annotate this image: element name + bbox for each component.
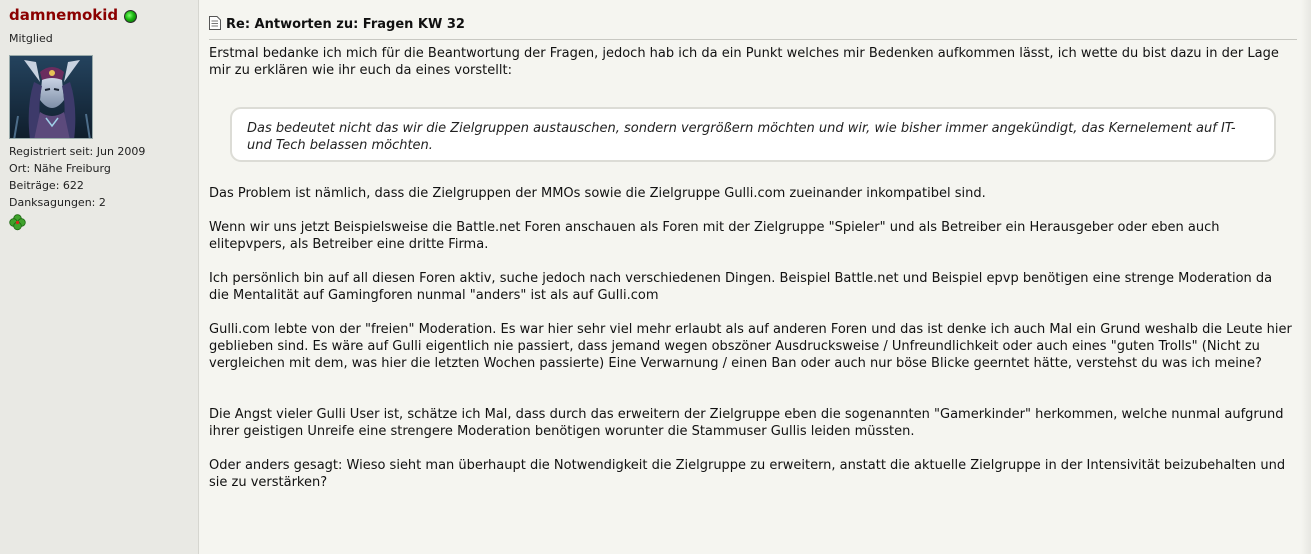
- post-paragraph: Das Problem ist nämlich, dass die Zielgruppen der MMOs sowie die Zielgruppe Gulli.com zueinander inkompatibel sind.: [209, 186, 986, 201]
- quote-text: Das bedeutet nicht das wir die Zielgruppen austauschen, sondern vergrößern möchten und wir, wie bisher immer angekündigt, das Kernelement auf IT- und Tech belassen möchten.: [247, 121, 1236, 153]
- username-link[interactable]: damnemokid: [9, 6, 119, 24]
- avatar-image: [10, 56, 93, 139]
- user-thanks-count: Danksagungen: 2: [9, 196, 106, 209]
- post-title: Re: Antworten zu: Fragen KW 32: [226, 17, 465, 32]
- user-registered: Registriert seit: Jun 2009: [9, 145, 146, 158]
- user-location: Ort: Nähe Freiburg: [9, 162, 111, 175]
- post-paragraph: Oder anders gesagt: Wieso sieht man überhaupt die Notwendigkeit die Zielgruppe zu erweitern, anstatt die aktuelle Zielgruppe in der Intensivität beizubehalten und sie zu verstärken?: [209, 458, 1286, 490]
- post-header: [209, 15, 1297, 40]
- user-post-count: Beiträge: 622: [9, 179, 84, 192]
- user-rank: Mitglied: [9, 32, 53, 45]
- post-paragraph: Gulli.com lebte von der "freien" Moderation. Es war hier sehr viel mehr erlaubt als auf anderen Foren und das ist denke ich auch Mal ein Grund weshalb die Leute hier geblieben sind. Es wäre auf Gulli eigentlich nie passiert, dass jemand wegen obszöner Ausdrucksweise / Unfreundlichkeit oder auch eines "guten Trolls" (Nicht zu vergleichen mit dem, was hier die letzten Wochen passierte) Eine Verwarnung / einen Ban oder auch nur böse Blicke geerntet hätte, verstehst du was ich meine?: [209, 322, 1292, 371]
- post-paragraph: Ich persönlich bin auf all diesen Foren aktiv, suche jedoch nach verschiedenen Dingen. Beispiel Battle.net und Beispiel epvp benötigen eine strenge Moderation da die Mentalität auf Gamingforen nunmal "anders" ist als auf Gulli.com: [209, 271, 1273, 303]
- post-paragraph: Wenn wir uns jetzt Beispielsweise die Battle.net Foren anschauen als Foren mit der Zielgruppe "Spieler" und als Betreiber ein Herausgeber oder eben auch elitepvpers, als Betreiber eine dritte Firma.: [209, 220, 1220, 252]
- quote-box: [230, 107, 1276, 162]
- user-info: [9, 143, 145, 211]
- post-paragraph: Die Angst vieler Gulli User ist, schätze ich Mal, dass durch das erweitern der Zielgruppe eben die sogenannten "Gamerkinder" herkommen, welche nunmal aufgrund ihrer geistigen Unreife eine strengere Moderation benötigen worunter die Stammuser Gullis leiden müssten.: [209, 407, 1284, 439]
- post-intro: Erstmal bedanke ich mich für die Beantwortung der Fragen, jedoch hab ich da ein Punkt welches mir Bedenken aufkommen lässt, ich wette du bist dazu in der Lage mir zu erklären wie ihr euch da eines vorstellt:: [209, 46, 1279, 78]
- avatar[interactable]: [9, 55, 93, 139]
- document-icon: [209, 16, 221, 30]
- user-sidebar: [0, 0, 199, 554]
- online-status-icon: [124, 10, 137, 23]
- reputation-clover-icon: [9, 214, 26, 231]
- scroll-edge-shadow: [1301, 0, 1311, 554]
- username-row: [9, 6, 137, 24]
